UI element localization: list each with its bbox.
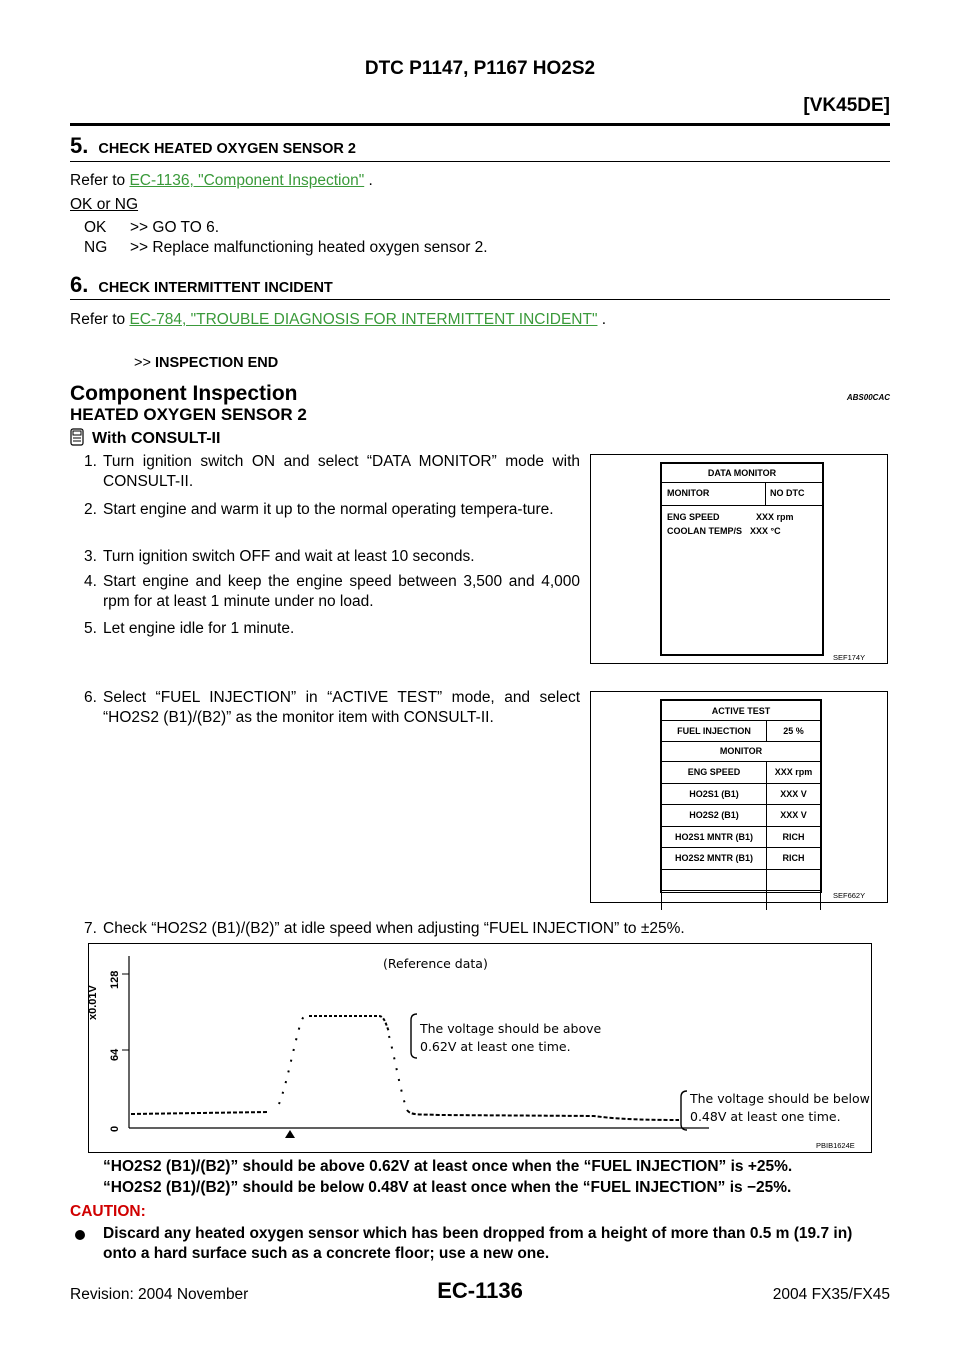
section-code: ABS00CAC (846, 393, 890, 402)
list-item: 4. Start engine and keep the engine speed between 3,500 and 4,000 rpm for at least 1 minute under no load. (84, 573, 580, 610)
consult-label: With CONSULT-II (92, 430, 221, 447)
waveform-rise (279, 1016, 309, 1104)
active-test-table (661, 700, 821, 910)
component-inspection-title: Component Inspection (70, 382, 298, 405)
active-test-figure (590, 691, 888, 903)
no-dtc-label: NO DTC (770, 488, 805, 498)
eng-speed-label: ENG SPEED (667, 512, 720, 522)
waveform-high (309, 1016, 389, 1032)
ok-ng-label: OK or NG (70, 196, 139, 213)
model-label: 2004 FX35/FX45 (772, 1286, 890, 1303)
table-row: HO2S1 MNTR (B1) RICH (662, 826, 821, 848)
result-above: “HO2S2 (B1)/(B2)” should be above 0.62V at least once when the “FUEL INJECTION” is +25%. (103, 1158, 793, 1175)
tick-label-128: 128 (109, 970, 121, 989)
data-monitor-screen (660, 462, 824, 656)
ng-action: >> Replace malfunctioning heated oxygen sensor 2. (130, 239, 488, 256)
consult-tool-icon (70, 428, 84, 451)
step5-number: 5. (70, 133, 89, 158)
list-item: 3. Turn ignition switch OFF and wait at least 10 seconds. (84, 548, 475, 565)
table-row (662, 869, 821, 890)
note-below-line2: 0.48V at least one time. (690, 1109, 841, 1124)
result-below: “HO2S2 (B1)/(B2)” should be below 0.48V at least once when the “FUEL INJECTION” is −25%. (103, 1179, 792, 1196)
bullet-icon (75, 1230, 85, 1240)
caution-text: Discard any heated oxygen sensor which has been dropped from a height of more than 0.5 m (19.7 in) onto a hard surface such as a concrete floor; use a new one. (103, 1225, 853, 1262)
step6-number: 6. (70, 272, 89, 297)
coolant-temp-label: COOLAN TEMP/S (667, 526, 743, 536)
sensor-subtitle: HEATED OXYGEN SENSOR 2 (70, 405, 307, 424)
ok-action: >> GO TO 6. (130, 219, 220, 236)
active-test-title: ACTIVE TEST (662, 701, 821, 721)
y-axis-unit: x0.01V (87, 985, 99, 1020)
reference-data-label: (Reference data) (383, 956, 488, 971)
list-item: 6. Select “FUEL INJECTION” in “ACTIVE TEST” mode, and select “HO2S2 (B1)/(B2)” as the monitor item with CONSULT-II. (84, 689, 580, 726)
page-code: EC-1136 (437, 1278, 523, 1303)
ok-label: OK (84, 219, 107, 236)
eng-speed-value: XXX rpm (756, 512, 794, 522)
list-item: 7. Check “HO2S2 (B1)/(B2)” at idle speed when adjusting “FUEL INJECTION” to ±25%. (84, 920, 685, 937)
table-row (662, 890, 821, 910)
note-below-line1: The voltage should be below (690, 1091, 870, 1106)
refer-prefix: Refer to (70, 172, 126, 189)
step5-title: CHECK HEATED OXYGEN SENSOR 2 (98, 141, 356, 157)
fuel-injection-value: 25 % (767, 721, 821, 741)
monitor-header: MONITOR (662, 741, 821, 761)
end-arrow: >> (134, 355, 151, 371)
caution-label: CAUTION: (70, 1203, 146, 1220)
end-text: INSPECTION END (154, 355, 279, 371)
inspection-end (134, 355, 278, 371)
step6-title: CHECK INTERMITTENT INCIDENT (98, 280, 333, 296)
ng-label: NG (84, 239, 108, 256)
figure-id: SEF662Y (833, 891, 866, 900)
table-row: HO2S1 (B1) XXX V (662, 783, 821, 805)
component-inspection-link[interactable]: EC-1136, "Component Inspection" (129, 172, 365, 189)
tick-label-64: 64 (109, 1048, 121, 1061)
revision-label: Revision: 2004 November (70, 1286, 249, 1303)
header-rule (70, 123, 890, 126)
figure-id: SEF174Y (833, 653, 866, 662)
note-above-line2: 0.62V at least one time. (420, 1039, 571, 1054)
voltage-graph-figure (88, 943, 872, 1153)
table-row: ENG SPEED XXX rpm (662, 762, 821, 784)
refer-suffix: . (368, 172, 373, 189)
data-monitor-figure (590, 454, 888, 664)
step6-heading (70, 272, 333, 298)
list-item: 1. Turn ignition switch ON and select “DATA MONITOR” mode with CONSULT-II. (84, 453, 580, 490)
coolant-temp-value: XXX °C (750, 526, 781, 536)
list-item: 2. Start engine and warm it up to the normal operating tempera-ture. (84, 501, 554, 518)
monitor-col-label: MONITOR (667, 488, 710, 498)
waveform-fall (389, 1036, 405, 1104)
tick-label-0: 0 (109, 1125, 121, 1132)
step6-rule (70, 299, 890, 300)
bracket-above (411, 1014, 417, 1058)
step5-rule (70, 161, 890, 162)
bracket-below (681, 1091, 687, 1130)
data-monitor-title: DATA MONITOR (707, 468, 777, 478)
refer-prefix: Refer to (70, 311, 126, 328)
waveform-idle-low (131, 1112, 269, 1114)
figure-id: PBIB1624E (816, 1141, 855, 1150)
intermittent-incident-link[interactable]: EC-784, "TROUBLE DIAGNOSIS FOR INTERMITTENT INCIDENT" (129, 311, 598, 328)
table-row: HO2S2 (B1) XXX V (662, 805, 821, 827)
step6-refer (70, 311, 606, 329)
step5-heading (70, 133, 356, 159)
y-axis-unit-wrap (87, 960, 147, 1020)
refer-suffix: . (601, 311, 607, 328)
active-test-screen (660, 699, 822, 893)
page-title: DTC P1147, P1167 HO2S2 (364, 58, 596, 79)
engine-code: [VK45DE] (803, 95, 890, 116)
step5-refer (70, 172, 373, 190)
consult-heading (70, 428, 220, 451)
list-item: 5. Let engine idle for 1 minute. (84, 620, 295, 637)
table-row: HO2S2 MNTR (B1) RICH (662, 848, 821, 870)
fuel-injection-label: FUEL INJECTION (662, 721, 767, 741)
time-marker-icon (285, 1130, 295, 1138)
note-above-line1: The voltage should be above (420, 1021, 602, 1036)
waveform-idle-after (407, 1110, 679, 1120)
